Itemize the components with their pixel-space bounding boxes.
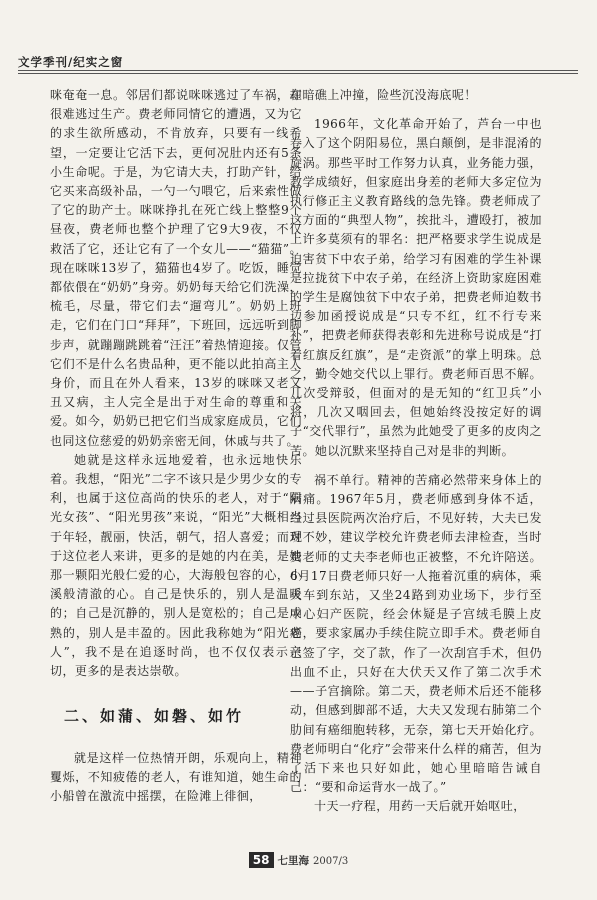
left-column bbox=[50, 86, 302, 806]
header-rule-bottom bbox=[18, 73, 578, 74]
body-paragraph: 她就是这样永远地爱着，也永远地快乐着。我想，“阳光”二字不该只是少男少女的专利，也属于这位高尚的快乐的老人，对于“阳光女孩”、“阳光男孩”来说，“阳光”大概相当于年轻，靓丽，快活，朝气，招人喜爱；而对于这位老人来讲，更多的是她的内在美，是她那一颗阳光般仁爱的心，大海般包容的心，小溪般清澈的心。自己是快乐的，别人是温暖的；自己是沉静的，别人是宽松的；自己是成熟的，别人是丰盈的。因此我称她为“阳光老人”，我不是在追逐时尚，也不仅仅表示亲切，更多的是表达崇敬。 bbox=[50, 452, 302, 679]
page-number: 58 bbox=[249, 852, 274, 868]
body-paragraph: 在暗礁上冲撞，险些沉没海底呢！ bbox=[290, 88, 477, 102]
section-heading: 二、如蒲、如磐、如竹 bbox=[64, 707, 245, 726]
magazine-name: 七里海 bbox=[277, 855, 309, 867]
page-footer bbox=[0, 852, 597, 868]
body-paragraph: 祸不单行。精神的苦痛必然带来身体上的病痛。1967年5月，费老师感到身体不适，经过县医院两次治疗后，不见好转，大夫已发现不妙，建议学校允许费老师去津检查，当时费老师的丈夫李老师也正被整，不允许陪送。6月17日费老师只好一人拖着沉重的病体，乘火车到东站，又坐24路到劝业场下，步行至中心妇产医院，经会休疑是子宫绒毛膜上皮癌，要求家属办手续住院立即手术。费老师自己签了字，交了款，作了一次刮宫手术，但仍出血不止，只好在大伏天又作了第二次手术——子宫摘除。第二天，费老师术后还不能移动，但感到脚部不适，大夫又发现右肺第二个肋间有癌细胞转移，无奈，第七天开始化疗。费老师明白“化疗”会带来什么样的痛苦，但为了活下来也只好如此，她心里暗暗告诫自己：“要和命运背水一战了。” bbox=[290, 472, 542, 795]
body-paragraph: 1966年，文化革命开始了，芦台一中也卷入了这个阴阳易位，黑白颠倒，是非混淆的旋涡。那些平时工作努力认真，业务能力强，教学成绩好，但家庭出身差的老师大多定位为执行修正主义教育路线的急先锋。费老师成了这方面的“典型人物”，挨批斗，遭殴打，被加上许多莫须有的罪名：把严格要求学生说成是迫害贫下中农子弟，给学习有困难的学生补课是拉拢贫下中农子弟，在经济上资助家庭困难的学生是腐蚀贫下中农子弟，把费老师迫数书边参加函授说成是“只专不红，红不行专来补”，把费老师获得表彰和先进称号说成是“打着红旗反红旗”，是“走资派”的掌上明珠。总之，勤令她交代以上罪行。费老师百思不解。几次受辩驳，但面对的是无知的“红卫兵”小将，几次又咽回去，但她始终没按定好的调子“交代罪行”，虽然为此她受了更多的皮肉之苦。她以沉默来坚持自己对是非的判断。 bbox=[290, 117, 542, 458]
header-rule-top bbox=[18, 70, 578, 71]
right-column bbox=[290, 86, 542, 817]
body-paragraph: 十天一疗程，用药一天后就开始呕吐， bbox=[314, 799, 526, 814]
body-paragraph: 咪奄奄一息。邻居们都说咪咪逃过了车祸，却很难逃过生产。费老师同情它的遭遇，又为它的求生欲所感动，不肯放弃，只要有一线希望，一定要让它活下去，更何况肚内还有5条小生命呢。于是，为它请大夫，打助产针，给它买来高级补品，一勺一勺喂它，后来索性做了它的助产士。咪咪挣扎在死亡线上整整9个昼夜，费老师也整个护理了它9大9夜，不仅救活了它，还让它有了一个女儿——“猫猫”。现在咪咪13岁了，猫猫也4岁了。吃饭，睡觉都依偎在“奶奶”身旁。奶奶每天给它们洗澡，梳毛，尽量，带它们去“遛弯儿”。奶奶上班走，它们在门口“拜拜”，下班回，远远听到脚步声，就蹦蹦跳跳着“汪汪”着热情迎接。仅管它们不是什么名贵品种，更不能以此拍高主人身价，而且在外人看来，13岁的咪咪又老又丑又病，主人完全是出于对生命的尊重和关爱。如今，奶奶已把它们当成家庭成员，它们也同这位慈爱的奶奶亲密无间，休戚与共了。 bbox=[50, 88, 302, 448]
body-paragraph: 就是这样一位热情开朗，乐观向上，精神矍烁，不知疲倦的老人，有谁知道，她生命的小船曾在激流中摇摆，在险滩上徘徊， bbox=[50, 750, 302, 803]
section-header: 文学季刊/纪实之窗 bbox=[18, 55, 124, 69]
issue-number: 2007/3 bbox=[313, 856, 349, 867]
